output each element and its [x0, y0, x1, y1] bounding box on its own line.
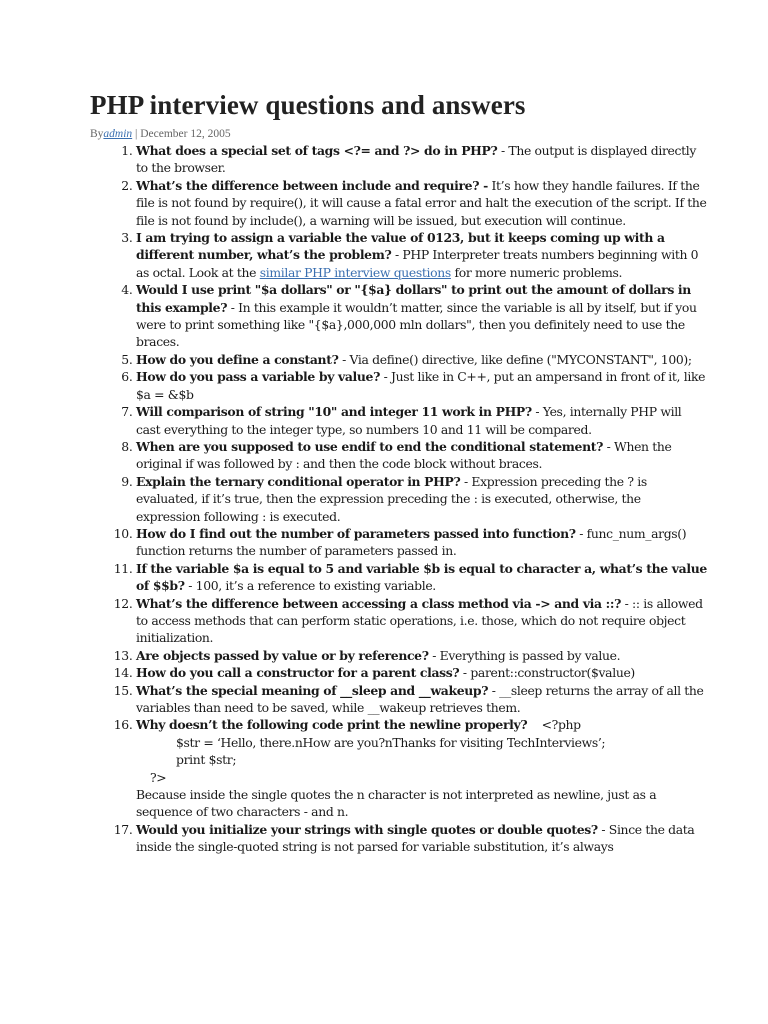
answer: - Just like in C++, put an ampersand in front of it, like $a = &$b	[136, 369, 706, 402]
list-item	[136, 716, 708, 820]
author-link[interactable]: admin	[103, 128, 133, 140]
question: What’s the special meaning of __sleep and __wakeup?	[136, 682, 489, 698]
answer: Because inside the single quotes the n character is not interpreted as newline, just as a sequence of two characters - and n.	[136, 787, 657, 820]
answer: It’s how they handle failures. If the file is not found by require(), it will cause a fatal error and halt the execution of the script. If the file is not found by include(), a warning will be issued, but execution will continue.	[136, 177, 707, 228]
answer: - parent::constructor($value)	[459, 665, 635, 681]
answer: - :: is allowed to access methods that can perform static operations, i.e. those, which do not require object initialization.	[136, 595, 703, 646]
answer: - Via define() directive, like define ("MYCONSTANT", 100);	[338, 351, 692, 367]
list-item	[136, 595, 708, 647]
list-item	[136, 682, 708, 717]
answer: - Everything is passed by value.	[428, 647, 621, 663]
question: Why doesn’t the following code print the newline properly?	[136, 717, 528, 733]
answer: - 100, it’s a reference to existing variable.	[184, 578, 436, 594]
list-item	[136, 473, 708, 525]
code-line: print $str;	[176, 752, 237, 768]
byline-prefix: By	[90, 128, 104, 140]
answer: - The output is displayed directly to the browser.	[136, 143, 697, 176]
question: What’s the difference between include and require? -	[136, 177, 488, 193]
question: Explain the ternary conditional operator in PHP?	[136, 473, 461, 489]
byline-separator: |	[132, 128, 141, 140]
code-line: ?>	[150, 769, 167, 785]
list-item	[136, 821, 708, 856]
answer-continued: for more numeric problems.	[450, 264, 623, 280]
list-item	[136, 229, 708, 281]
question: How do you pass a variable by value?	[136, 369, 381, 385]
answer: - __sleep returns the array of all the variables than need to be saved, while __wakeup retrieves them.	[136, 682, 704, 715]
question: How do you define a constant?	[136, 351, 339, 367]
question: What’s the difference between accessing a class method via -> and via ::?	[136, 595, 622, 611]
qa-list	[90, 142, 708, 856]
list-item	[136, 560, 708, 595]
answer: - func_num_args() function returns the number of parameters passed in.	[136, 525, 687, 559]
page-title: PHP interview questions and answers	[90, 90, 526, 120]
answer: - Expression preceding the ? is evaluated, if it’s true, then the expression preceding the : is executed, otherwise, the expression following : is executed.	[136, 473, 647, 524]
list-item	[136, 368, 708, 403]
list-item	[136, 281, 708, 351]
answer: - In this example it wouldn’t matter, since the variable is all by itself, but if you were to print something like "{$a},000,000 mln dollars", then you definitely need to use the braces.	[136, 299, 697, 350]
code-block	[136, 734, 708, 786]
question: If the variable $a is equal to 5 and variable $b is equal to character a, what’s the value of $$b?	[136, 560, 707, 594]
list-item	[136, 525, 708, 560]
byline	[90, 126, 708, 142]
question: Will comparison of string "10" and integer 11 work in PHP?	[136, 404, 532, 420]
question: How do I find out the number of parameters passed into function?	[136, 525, 576, 541]
list-item	[136, 177, 708, 229]
similar-questions-link[interactable]: similar PHP interview questions	[259, 264, 451, 280]
code-open-tag: <?php	[527, 717, 581, 733]
code-line: $str = ‘Hello, there.nHow are you?nThanks for visiting TechInterviews’;	[176, 734, 606, 750]
question: How do you call a constructor for a parent class?	[136, 665, 460, 681]
answer: - PHP Interpreter treats numbers beginning with 0 as octal. Look at the	[136, 247, 699, 280]
question: Would you initialize your strings with single quotes or double quotes?	[136, 821, 598, 837]
list-item	[136, 403, 708, 438]
list-item	[136, 351, 708, 368]
question: What does a special set of tags <?= and ?> do in PHP?	[136, 143, 498, 158]
question: When are you supposed to use endif to end the conditional statement?	[136, 438, 604, 454]
list-item	[136, 438, 708, 473]
answer: - Yes, internally PHP will cast everything to the integer type, so numbers 10 and 11 will be compared.	[136, 404, 682, 437]
list-item	[136, 142, 708, 177]
list-item	[136, 664, 708, 681]
question: Would I use print "$a dollars" or "{$a} dollars" to print out the amount of dollars in this example?	[136, 282, 691, 315]
post-date: December 12, 2005	[140, 128, 231, 140]
answer: - When the original if was followed by : and then the code block without braces.	[136, 438, 672, 472]
question: Are objects passed by value or by reference?	[136, 647, 429, 663]
question: I am trying to assign a variable the value of 0123, but it keeps coming up with a different number, what’s the problem?	[136, 230, 665, 263]
list-item	[136, 647, 708, 664]
answer: - Since the data inside the single-quoted string is not parsed for variable substitution, it’s always	[136, 821, 695, 855]
